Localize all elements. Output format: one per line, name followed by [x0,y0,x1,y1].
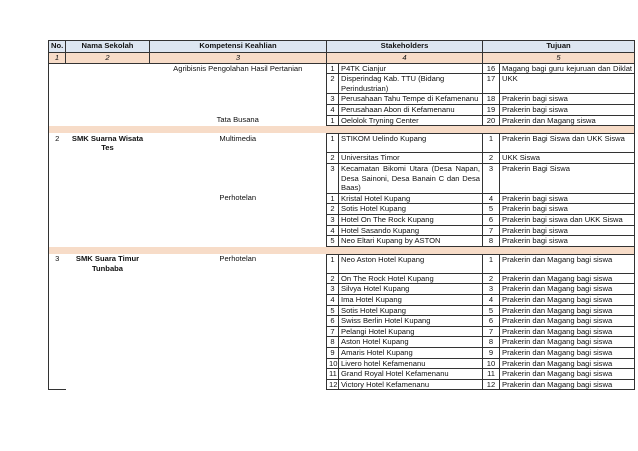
tujuan-cell: Prakerin bagi siswa [500,104,635,115]
stakeholder-number-cell: 5 [327,236,339,247]
kompetensi-cell: Perhotelan [219,254,257,264]
stakeholder-number-cell: 1 [327,254,339,273]
stakeholder-number-cell: 4 [327,225,339,236]
stakeholder-number-cell: 4 [327,104,339,115]
school-number-cell [49,94,66,105]
school-name-cell [66,115,150,126]
tujuan-number-cell: 2 [483,153,500,164]
school-name-cell [66,236,150,247]
header-nama-sekolah: Nama Sekolah [66,41,150,53]
school-name-cell [66,214,150,225]
school-number-cell [49,214,66,225]
school-number-cell [49,316,66,327]
table-row [49,295,635,306]
table-body [49,53,635,390]
school-name-cell [66,305,150,316]
school-name-cell [66,326,150,337]
kompetensi-cell [150,94,327,105]
kompetensi-cell: Perhotelan [219,193,257,203]
tujuan-number-cell: 8 [483,236,500,247]
table-row [49,316,635,327]
kompetensi-cell [150,284,327,295]
tujuan-cell: Prakerin bagi siswa [500,193,635,204]
column-number: 3 [150,53,327,64]
tujuan-number-cell: 11 [483,369,500,380]
table-row [49,254,635,273]
stakeholder-cell: Livero hotel Kefamenanu [339,358,483,369]
header-tujuan: Tujuan [483,41,635,53]
column-number-row [49,53,635,64]
school-name-cell [66,358,150,369]
table-row [49,74,635,94]
school-number-cell [49,295,66,306]
stakeholder-number-cell: 2 [327,153,339,164]
school-number-cell [49,273,66,284]
tujuan-number-cell: 12 [483,379,500,390]
tujuan-cell: Prakerin dan Magang bagi siswa [500,316,635,327]
school-number-cell [49,337,66,348]
tujuan-number-cell: 5 [483,204,500,215]
tujuan-cell: Prakerin bagi siswa dan UKK Siswa [500,214,635,225]
stakeholder-cell: Amaris Hotel Kupang [339,348,483,359]
table-row [49,326,635,337]
stakeholder-cell: Disperindag Kab. TTU (Bidang Perindustrian) [339,74,483,94]
separator-cell [49,246,635,254]
school-name-cell [66,337,150,348]
table-row [49,193,635,204]
stakeholder-number-cell: 5 [327,305,339,316]
kompetensi-cell [150,316,327,327]
kompetensi-cell [150,74,327,94]
stakeholder-number-cell: 10 [327,358,339,369]
school-name-cell [66,295,150,306]
school-name-cell [66,63,150,74]
school-name-cell: SMK Suara Timur Tunbaba [75,254,140,273]
tujuan-cell: Prakerin dan Magang siswa [500,115,635,126]
stakeholder-cell: Victory Hotel Kefamenanu [339,379,483,390]
table-row [49,63,635,74]
tujuan-cell: Prakerin Bagi Siswa dan UKK Siswa [500,134,635,153]
stakeholder-number-cell: 2 [327,204,339,215]
tujuan-cell: Prakerin bagi siswa [500,236,635,247]
tujuan-number-cell: 7 [483,326,500,337]
kompetensi-cell: Agribisnis Pengolahan Hasil Pertanian [173,63,303,73]
tujuan-cell: Magang bagi guru kejuruan dan Diklat [500,63,635,74]
school-number-cell [49,305,66,316]
kompetensi-cell [150,379,327,390]
tujuan-number-cell: 19 [483,104,500,115]
school-number-cell [49,284,66,295]
separator-row [49,246,635,254]
stakeholder-number-cell: 2 [327,273,339,284]
tujuan-number-cell: 3 [483,284,500,295]
stakeholder-cell: STIKOM Uelindo Kupang [339,134,483,153]
tujuan-cell: Prakerin bagi siswa [500,94,635,105]
stakeholder-number-cell: 3 [327,284,339,295]
tujuan-number-cell: 8 [483,337,500,348]
stakeholder-cell: Hotel Sasando Kupang [339,225,483,236]
tujuan-cell: Prakerin dan Magang bagi siswa [500,379,635,390]
tujuan-number-cell: 16 [483,63,500,74]
tujuan-cell: UKK [500,74,635,94]
table-row [49,358,635,369]
tujuan-cell: Prakerin dan Magang bagi siswa [500,273,635,284]
school-name-cell [66,284,150,295]
school-number-cell [49,236,66,247]
stakeholder-number-cell: 3 [327,214,339,225]
tujuan-cell: Prakerin dan Magang bagi siswa [500,369,635,380]
tujuan-cell: Prakerin dan Magang bagi siswa [500,337,635,348]
school-name-cell [66,348,150,359]
school-number-cell [49,225,66,236]
tujuan-number-cell: 2 [483,273,500,284]
kompetensi-cell [150,273,327,284]
kompetensi-cell [150,204,327,215]
school-number-cell [49,63,66,74]
kompetensi-cell [150,295,327,306]
stakeholder-cell: Pelangi Hotel Kupang [339,326,483,337]
school-number-cell [49,204,66,215]
school-name-cell [66,369,150,380]
school-name-cell [66,153,150,164]
kompetensi-cell [150,225,327,236]
stakeholder-cell: Silvya Hotel Kupang [339,284,483,295]
table-row [49,163,635,193]
tujuan-number-cell: 6 [483,214,500,225]
stakeholder-number-cell: 8 [327,337,339,348]
table-row [49,369,635,380]
tujuan-number-cell: 6 [483,316,500,327]
school-number-cell [49,379,66,390]
header-row [49,41,635,53]
school-number-cell [49,369,66,380]
tujuan-cell: Prakerin dan Magang bagi siswa [500,358,635,369]
header-no: No. [49,41,66,53]
stakeholder-number-cell: 12 [327,379,339,390]
stakeholder-cell: Sotis Hotel Kupang [339,305,483,316]
school-name-cell: SMK Suarna Wisata Tes [71,133,144,153]
kompetensi-cell [150,369,327,380]
school-number-cell: 3 [49,254,66,273]
stakeholder-cell: Oelolok Tryning Center [339,115,483,126]
table-row [49,305,635,316]
stakeholder-number-cell: 9 [327,348,339,359]
table-row [49,204,635,215]
stakeholder-cell: Hotel On The Rock Kupang [339,214,483,225]
tujuan-cell: Prakerin dan Magang bagi siswa [500,326,635,337]
school-name-cell [66,94,150,105]
tujuan-number-cell: 7 [483,225,500,236]
stakeholder-number-cell: 3 [327,163,339,193]
stakeholder-cell: Ima Hotel Kupang [339,295,483,306]
school-name-cell [66,225,150,236]
school-name-cell [66,379,150,390]
kompetensi-cell [150,326,327,337]
school-name-cell [66,204,150,215]
kompetensi-cell [150,348,327,359]
tujuan-cell: Prakerin Bagi Siswa [500,163,635,193]
kompetensi-cell [150,236,327,247]
stakeholder-number-cell: 2 [327,74,339,94]
school-name-cell [66,163,150,193]
table-row [49,214,635,225]
table-row [49,225,635,236]
tujuan-number-cell: 9 [483,348,500,359]
table-row [49,273,635,284]
stakeholder-cell: Perusahaan Tahu Tempe di Kefamenanu [339,94,483,105]
tujuan-cell: UKK Siswa [500,153,635,164]
kompetensi-cell [150,104,327,115]
tujuan-number-cell: 17 [483,74,500,94]
stakeholder-cell: Universitas Timor [339,153,483,164]
table-row [49,94,635,105]
kompetensi-cell [150,305,327,316]
stakeholder-number-cell: 1 [327,115,339,126]
table-row [49,104,635,115]
stakeholder-number-cell: 11 [327,369,339,380]
tujuan-number-cell: 10 [483,358,500,369]
school-number-cell [49,163,66,193]
table-row [49,337,635,348]
tujuan-cell: Prakerin dan Magang bagi siswa [500,254,635,273]
table-row [49,153,635,164]
table-row [49,284,635,295]
school-number-cell [49,115,66,126]
tujuan-number-cell: 1 [483,134,500,153]
tujuan-number-cell: 4 [483,295,500,306]
table-row [49,236,635,247]
tujuan-number-cell: 4 [483,193,500,204]
separator-cell [49,126,635,134]
tujuan-cell: Prakerin bagi siswa [500,225,635,236]
stakeholder-cell: Grand Royal Hotel Kefamenanu [339,369,483,380]
stakeholder-number-cell: 3 [327,94,339,105]
tujuan-number-cell: 18 [483,94,500,105]
tujuan-cell: Prakerin bagi siswa [500,204,635,215]
school-number-cell [49,104,66,115]
stakeholder-number-cell: 6 [327,316,339,327]
tujuan-cell: Prakerin dan Magang bagi siswa [500,305,635,316]
school-number-cell [49,326,66,337]
table-row [49,348,635,359]
school-number-cell [49,153,66,164]
kompetensi-cell [150,337,327,348]
tujuan-number-cell: 1 [483,254,500,273]
stakeholder-cell: Neo Aston Hotel Kupang [339,254,483,273]
stakeholder-cell: Perusahaan Abon di Kefamenanu [339,104,483,115]
stakeholder-table [48,40,635,390]
tujuan-number-cell: 3 [483,163,500,193]
stakeholder-cell: Kristal Hotel Kupang [339,193,483,204]
kompetensi-cell [150,163,327,193]
school-name-cell [66,104,150,115]
header-kompetensi: Kompetensi Keahlian [150,41,327,53]
school-number-cell [49,193,66,204]
tujuan-cell: Prakerin dan Magang bagi siswa [500,284,635,295]
separator-row [49,126,635,134]
table-row [49,134,635,153]
table-row [49,379,635,390]
stakeholder-cell: Sotis Hotel Kupang [339,204,483,215]
column-number: 2 [66,53,150,64]
school-number-cell [49,348,66,359]
stakeholder-number-cell: 1 [327,134,339,153]
column-number: 4 [327,53,483,64]
tujuan-number-cell: 20 [483,115,500,126]
school-number-cell [49,358,66,369]
school-name-cell [66,193,150,204]
kompetensi-cell: Tata Busana [216,115,259,125]
stakeholder-number-cell: 1 [327,193,339,204]
column-number: 5 [483,53,635,64]
stakeholder-number-cell: 7 [327,326,339,337]
tujuan-cell: Prakerin dan Magang bagi siswa [500,295,635,306]
stakeholder-cell: Kecamatan Bikomi Utara (Desa Napan, Desa Sainoni, Desa Banain C dan Desa Baas) [339,163,483,193]
table-row [49,115,635,126]
stakeholder-cell: Swiss Berlin Hotel Kupang [339,316,483,327]
kompetensi-cell [150,358,327,369]
kompetensi-cell [150,214,327,225]
school-number-cell: 2 [49,134,66,153]
stakeholder-number-cell: 4 [327,295,339,306]
column-number: 1 [49,53,66,64]
tujuan-number-cell: 5 [483,305,500,316]
stakeholder-cell: Neo Eltari Kupang by ASTON [339,236,483,247]
tujuan-cell: Prakerin dan Magang bagi siswa [500,348,635,359]
school-number-cell [49,74,66,94]
school-name-cell [66,74,150,94]
stakeholder-cell: Aston Hotel Kupang [339,337,483,348]
stakeholder-cell: On The Rock Hotel Kupang [339,273,483,284]
kompetensi-cell: Multimedia [219,133,257,143]
school-name-cell [66,273,150,284]
stakeholder-cell: P4TK Cianjur [339,63,483,74]
header-stakeholders: Stakeholders [327,41,483,53]
school-name-cell [66,316,150,327]
kompetensi-cell [150,153,327,164]
stakeholder-number-cell: 1 [327,63,339,74]
